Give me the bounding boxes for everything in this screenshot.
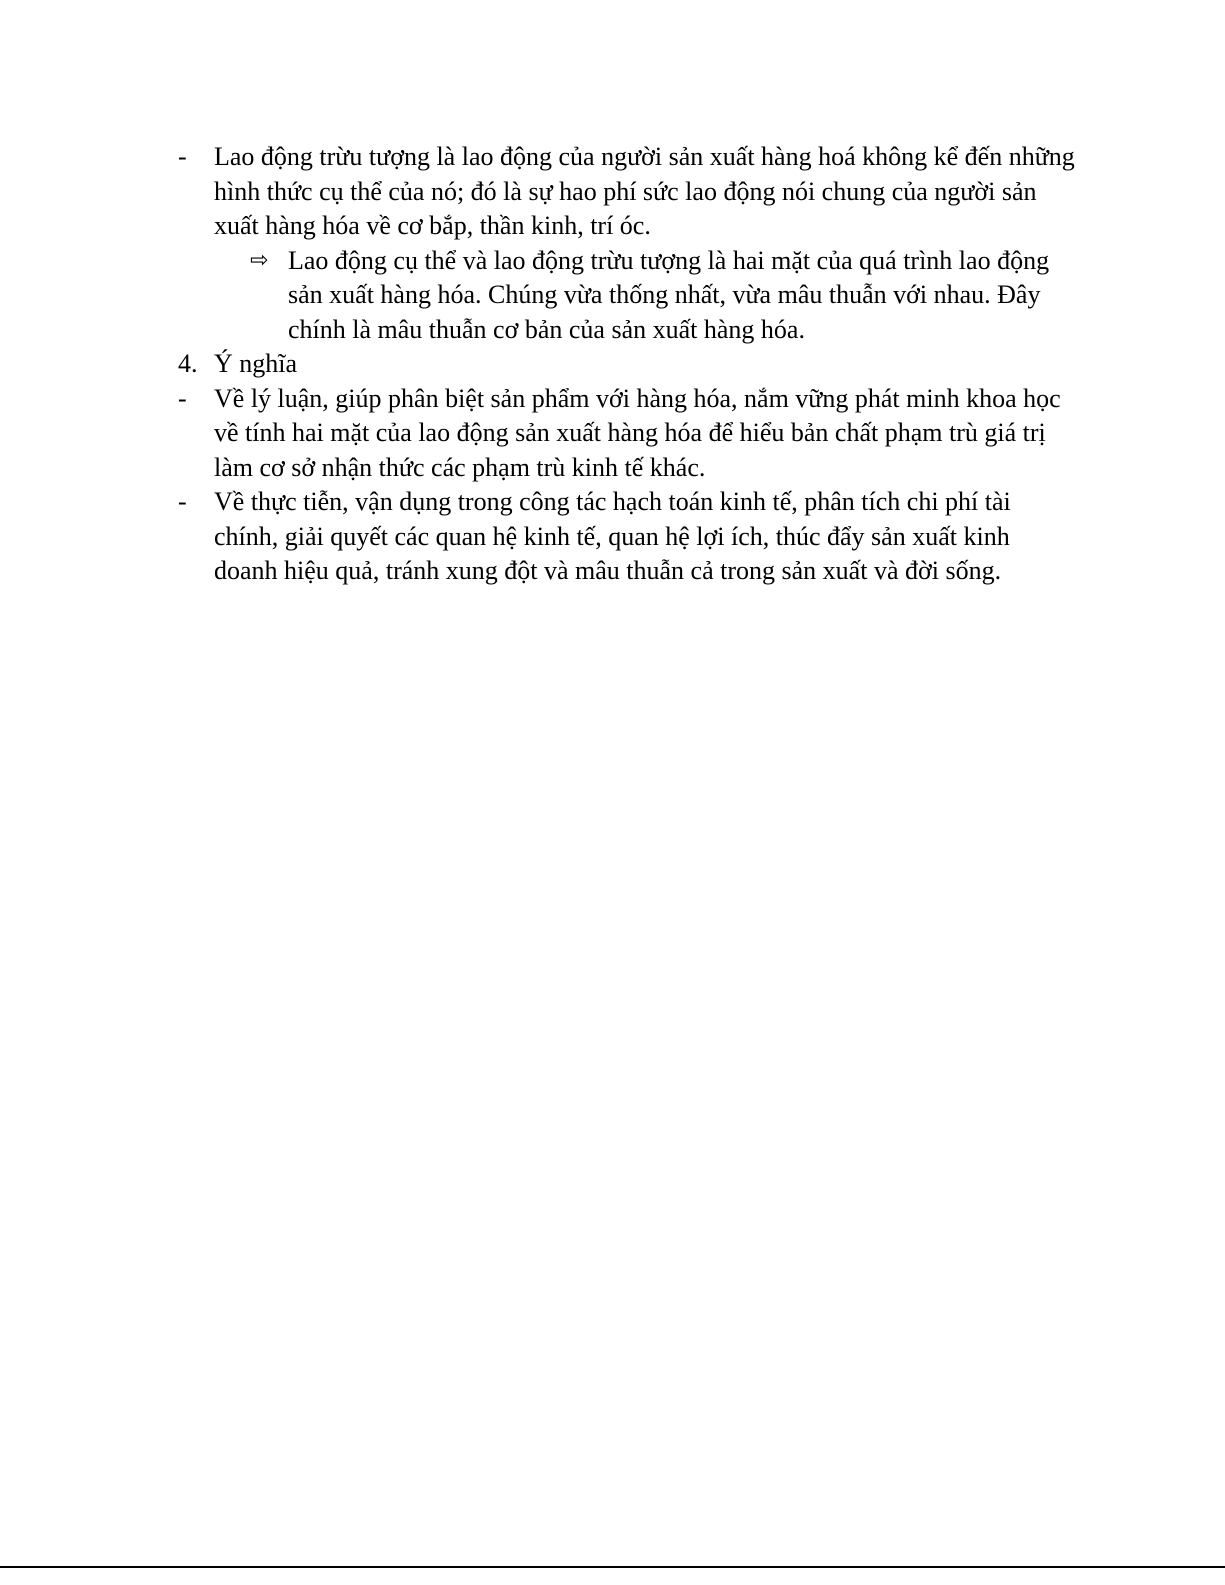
bullet-text: Lao động trừu tượng là lao động của người sản xuất hàng hoá không kể đến những hình thức cụ thể của nó; đó là sự hao phí sức lao động nói chung của người sản xuất hàng hóa về cơ bắp, thần kinh, trí óc. [214, 142, 1075, 240]
bullet-text: Về thực tiễn, vận dụng trong công tác hạch toán kinh tế, phân tích chi phí tài chính, giải quyết các quan hệ kinh tế, quan hệ lợi ích, thúc đẩy sản xuất kinh doanh hiệu quả, tránh xung đột và mâu thuẫn cả trong sản xuất và đời sống. [214, 487, 1011, 585]
dash-bullet: - [178, 142, 187, 171]
page-bottom-border [0, 1566, 1225, 1568]
conclusion-text: Lao động cụ thể và lao động trừu tượng là hai mặt của quá trình lao động sản xuất hàng hóa. Chúng vừa thống nhất, vừa mâu thuẫn với nhau. Đây chính là mâu thuẫn cơ bản của sản xuất hàng hóa. [288, 245, 1050, 344]
document-body [178, 140, 1078, 589]
conclusion-item [178, 244, 1078, 348]
arrow-right-icon: ⇨ [250, 247, 269, 273]
dash-bullet: - [178, 383, 187, 413]
bullet-item-abstract-labor [178, 140, 1078, 244]
bullet-text: Về lý luận, giúp phân biệt sản phẩm với hàng hóa, nắm vững phát minh khoa học về tính hai mặt của lao động sản xuất hàng hóa để hiểu bản chất phạm trù giá trị làm cơ sở nhận thức các phạm trù kinh tế khác. [214, 383, 1061, 482]
section-title: Ý nghĩa [214, 349, 298, 378]
section-number: 4. [178, 349, 198, 378]
bullet-item-practice [178, 485, 1078, 589]
section-heading [178, 347, 1078, 382]
dash-bullet: - [178, 487, 187, 516]
bullet-item-theory [178, 382, 1078, 486]
